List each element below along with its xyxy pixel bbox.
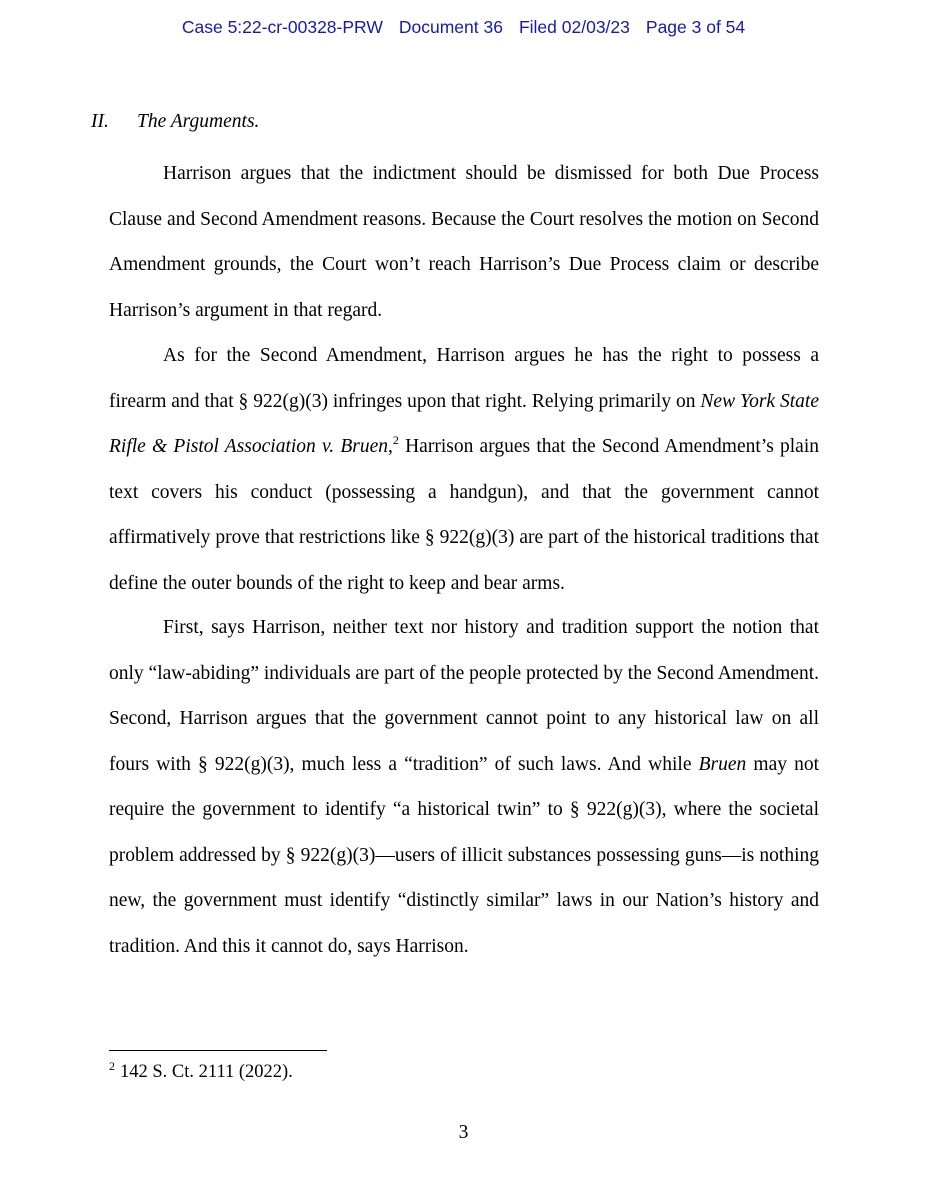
section-number: II. bbox=[91, 111, 109, 132]
section-heading bbox=[91, 99, 259, 144]
ecf-filing-header bbox=[0, 17, 927, 38]
paragraph-1 bbox=[109, 151, 819, 333]
footnote bbox=[109, 1059, 293, 1085]
paragraph-2-part-c: Harrison argues that the Second Amendment’s plain text covers his conduct (possessing a handgun), and that the government cannot affirmatively prove that restrictions like § 922(g)(3) are part of the historical traditions that define the outer bounds of the right to keep and bear arms. bbox=[109, 436, 819, 594]
case-number: Case 5:22-cr-00328-PRW bbox=[181, 17, 383, 37]
page-count: Page 3 of 54 bbox=[645, 17, 746, 37]
footnote-reference: 2 bbox=[392, 433, 399, 447]
paragraph-3-part-b: may not require the government to identify “a historical twin” to § 922(g)(3), where the societal problem addressed by § 922(g)(3)—users of illicit substances possessing guns—is nothing new, the government must identify “distinctly similar” laws in our Nation’s history and tradition. And this it cannot do, says Harrison. bbox=[109, 753, 819, 957]
footnote-number: 2 bbox=[109, 1059, 115, 1073]
case-citation-bruen-full: New York State Rifle & Pistol Association v. Bruen bbox=[109, 390, 819, 457]
paragraph-1-text: Harrison argues that the indictment should be dismissed for both Due Process Clause and Second Amendment reasons. Because the Court resolves the motion on Second Amendment grounds, the Court won’t reach Harrison’s Due Process claim or describe Harrison’s argument in that regard. bbox=[109, 163, 819, 321]
paragraph-3-text bbox=[109, 605, 819, 969]
footnote-divider bbox=[109, 1050, 327, 1051]
paragraph-2-part-a: As for the Second Amendment, Harrison argues he has the right to possess a firearm and that § 922(g)(3) infringes upon that right. Relying primarily on bbox=[109, 345, 819, 412]
filed-date: Filed 02/03/23 bbox=[518, 17, 630, 37]
paragraph-2 bbox=[109, 333, 819, 606]
case-citation-bruen-short: Bruen bbox=[698, 753, 747, 775]
paragraph-2-comma: , bbox=[388, 436, 393, 457]
document-number: Document 36 bbox=[398, 17, 503, 37]
paragraph-3-part-a: First, says Harrison, neither text nor history and tradition support the notion that only “law-abiding” individuals are part of the people protected by the Second Amendment. Second, Harrison argues that the government cannot point to any historical law on all fours with § 922(g)(3), much less a “tradition” of such laws. And while bbox=[109, 617, 819, 775]
section-title: The Arguments. bbox=[137, 111, 260, 132]
paragraph-3 bbox=[109, 605, 819, 969]
page-number: 3 bbox=[458, 1122, 469, 1143]
paragraph-2-text bbox=[109, 333, 819, 606]
footnote-text: 142 S. Ct. 2111 (2022). bbox=[120, 1062, 293, 1082]
